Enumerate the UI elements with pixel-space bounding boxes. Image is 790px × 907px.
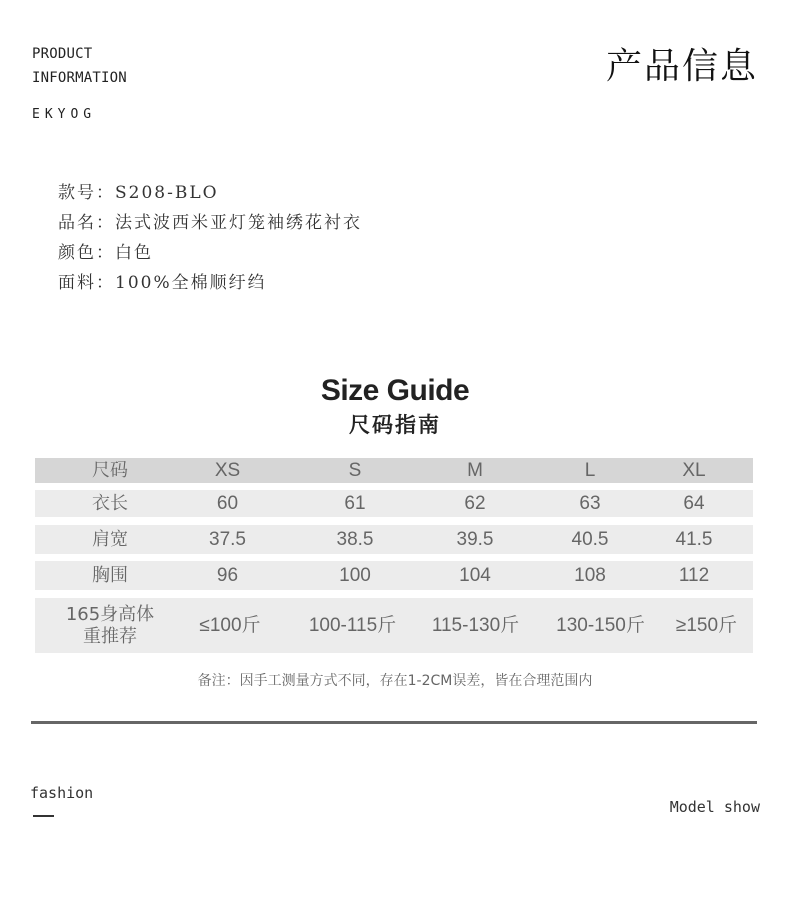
row-label: 165身高体重推荐 [65,603,155,647]
table-cell: 40.5 [571,528,609,550]
size-guide-title: Size Guide [320,374,470,407]
table-cell: 63 [579,492,601,514]
row-label: 衣长 [92,492,128,514]
fashion-underline [33,815,54,817]
table-cell: 100-115斤 [308,614,397,636]
table-cell: 104 [459,564,491,586]
product-fabric: 面料：100%全棉顺纡绉 [58,273,267,293]
measurement-note: 备注：因手工测量方式不同，存在1-2CM误差，皆在合理范围内 [197,673,593,689]
table-cell: 100 [339,564,371,586]
table-cell: ≤100斤 [199,614,261,636]
model-show-label: Model show [669,798,760,816]
table-cell: 60 [216,492,239,514]
style-number: 款号：S208-BLO [58,183,219,203]
section-divider [31,721,757,724]
product-info [58,178,362,298]
table-cell: 62 [464,492,486,514]
header-cell-l: L [584,459,596,481]
size-table-header [35,458,753,483]
table-cell: 37.5 [209,528,246,550]
product-color: 颜色：白色 [58,243,153,263]
table-cell: 130-150斤 [556,614,645,636]
size-guide-subtitle: 尺码指南 [349,413,441,437]
header-cell-size: 尺码 [92,459,128,481]
table-row [35,490,753,517]
table-row [35,525,753,554]
header-cell-xl: XL [682,459,706,481]
header-cell-m: M [467,459,483,481]
table-cell: 64 [683,492,705,514]
fashion-label: fashion [30,784,94,802]
row-label: 胸围 [92,564,128,586]
header-cell-xs: XS [214,459,241,481]
brand-name: EKYOG [32,107,97,122]
header-cell-s: S [348,459,362,481]
product-information-heading [32,42,127,90]
table-cell: 41.5 [675,528,713,550]
table-cell: 115-130斤 [431,614,520,636]
heading-line-information: INFORMATION [32,70,127,86]
table-cell: 61 [344,492,366,514]
product-name: 品名：法式波西米亚灯笼袖绣花衬衣 [58,213,362,233]
table-cell: 38.5 [336,528,374,550]
table-cell: ≥150斤 [675,614,738,636]
table-cell: 96 [216,564,239,586]
row-label: 肩宽 [92,528,128,550]
table-cell: 108 [574,564,606,586]
table-row [35,561,753,590]
page-title: 产品信息 [605,46,758,87]
heading-line-product: PRODUCT [32,46,93,62]
table-row [35,598,753,653]
table-cell: 112 [678,564,710,586]
table-cell: 39.5 [456,528,494,550]
